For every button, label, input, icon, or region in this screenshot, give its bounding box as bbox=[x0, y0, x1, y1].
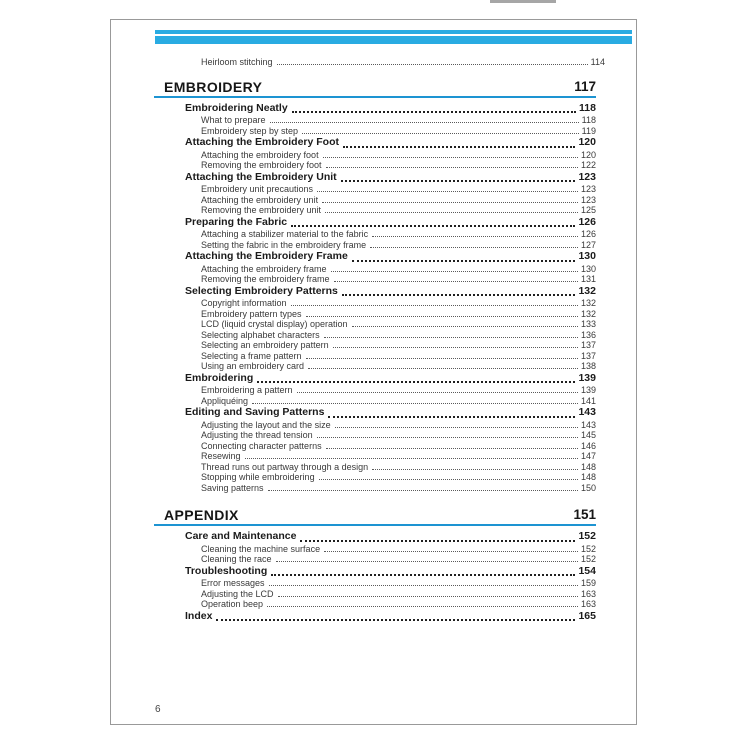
section-entries bbox=[154, 530, 596, 623]
toc-entry-page: 137 bbox=[580, 340, 596, 350]
dot-leader bbox=[216, 619, 575, 621]
toc-entry-page: 132 bbox=[580, 298, 596, 308]
toc-entry-page: 118 bbox=[579, 101, 596, 114]
toc-entry bbox=[154, 462, 596, 473]
toc-entry-page: 152 bbox=[580, 543, 596, 554]
toc-entry bbox=[154, 136, 596, 150]
toc-entry-label: Care and Maintenance bbox=[185, 530, 297, 542]
dot-leader bbox=[270, 122, 579, 123]
toc-entry-page: 152 bbox=[580, 554, 596, 564]
toc-entry-page: 131 bbox=[580, 274, 596, 284]
toc-entry bbox=[154, 250, 596, 264]
toc-entry-page: 119 bbox=[581, 125, 596, 136]
toc-entry-label: Resewing bbox=[201, 451, 241, 461]
dot-leader bbox=[334, 281, 578, 282]
toc-entry-page: 123 bbox=[578, 170, 596, 183]
toc-entry-label: Heirloom stitching bbox=[201, 57, 273, 67]
toc-entry-label: Selecting Embroidery Patterns bbox=[185, 284, 338, 297]
toc-entry-label: Saving patterns bbox=[201, 482, 264, 493]
toc-entry bbox=[154, 372, 596, 386]
dot-leader bbox=[324, 551, 578, 552]
toc-entry-label: Attaching the Embroidery Unit bbox=[185, 170, 337, 183]
toc-entry-page: 165 bbox=[578, 609, 596, 622]
toc-entry-label: Embroidering Neatly bbox=[185, 101, 288, 114]
toc-entry-page: 132 bbox=[580, 308, 596, 319]
toc-entry-page: 163 bbox=[580, 599, 596, 609]
toc-entry bbox=[154, 160, 596, 171]
toc-entry-page: 150 bbox=[580, 482, 596, 493]
toc-entry-label: Attaching the Embroidery Frame bbox=[185, 250, 348, 262]
dot-leader bbox=[331, 271, 578, 272]
dot-leader bbox=[370, 247, 578, 248]
dot-leader bbox=[328, 416, 575, 418]
dot-leader bbox=[372, 469, 578, 470]
dot-leader bbox=[276, 561, 578, 562]
toc-entry bbox=[154, 565, 596, 579]
toc-entry-label: Thread runs out partway through a design bbox=[201, 461, 369, 472]
dot-leader bbox=[352, 326, 578, 327]
toc-entry-label: Error messages bbox=[201, 578, 265, 588]
dot-leader bbox=[306, 358, 578, 359]
toc-entry bbox=[154, 274, 596, 285]
toc-entry-page: 143 bbox=[580, 419, 596, 430]
toc-entry-page: 125 bbox=[580, 205, 596, 215]
toc-entry-page: 136 bbox=[580, 329, 596, 340]
section-page-number: 151 bbox=[573, 507, 596, 522]
toc-entry bbox=[154, 57, 605, 68]
toc-entry-label: Adjusting the LCD bbox=[201, 588, 274, 599]
dot-leader bbox=[257, 381, 575, 383]
toc-entry-label: Attaching the Embroidery Foot bbox=[185, 136, 340, 148]
dot-leader bbox=[324, 337, 578, 338]
toc-entry bbox=[154, 195, 596, 206]
toc-entry bbox=[154, 361, 596, 372]
toc-entry bbox=[154, 229, 596, 240]
toc-entry bbox=[154, 483, 596, 494]
toc-entry bbox=[154, 184, 596, 195]
dot-leader bbox=[319, 479, 578, 480]
toc-entry-page: 126 bbox=[580, 229, 596, 239]
toc-entry-label: Stopping while embroidering bbox=[201, 472, 315, 482]
toc-entry-label: Embroidery step by step bbox=[201, 125, 299, 136]
toc-entry bbox=[154, 610, 596, 624]
toc-entry bbox=[154, 578, 596, 589]
toc-entry-page: 122 bbox=[580, 160, 596, 170]
toc-entry-label: Embroidering a pattern bbox=[201, 385, 293, 395]
dot-leader bbox=[271, 574, 575, 576]
section-heading bbox=[154, 508, 596, 526]
toc-entry-page: 141 bbox=[580, 395, 596, 406]
header-bar-divider bbox=[155, 34, 632, 36]
toc-entry-label: Cleaning the race bbox=[201, 554, 272, 564]
toc-entry bbox=[154, 420, 596, 431]
toc-entry bbox=[154, 530, 596, 544]
toc-entry bbox=[154, 351, 596, 362]
toc-entry-page: 154 bbox=[578, 564, 596, 577]
toc-entry-label: Selecting a frame pattern bbox=[201, 350, 302, 361]
toc-entry bbox=[154, 330, 596, 341]
dot-leader bbox=[333, 347, 578, 348]
dot-leader bbox=[323, 157, 578, 158]
toc-entry-label: Selecting alphabet characters bbox=[201, 329, 320, 340]
toc-entry-page: 163 bbox=[580, 588, 596, 599]
toc-entry-label: Index bbox=[185, 609, 213, 622]
toc-entry-label: Attaching the embroidery foot bbox=[201, 149, 319, 160]
dot-leader bbox=[278, 596, 578, 597]
toc-entry-page: 148 bbox=[580, 472, 596, 482]
section-page-number: 117 bbox=[574, 78, 596, 94]
dot-leader bbox=[291, 305, 578, 306]
toc-entry-page: 133 bbox=[580, 319, 596, 329]
toc-entry-page: 114 bbox=[590, 57, 605, 67]
toc-content bbox=[154, 57, 605, 623]
dot-leader bbox=[308, 368, 578, 369]
toc-entry-label: Copyright information bbox=[201, 298, 287, 308]
toc-section bbox=[154, 80, 596, 494]
toc-entry-page: 123 bbox=[580, 184, 596, 194]
page-number: 6 bbox=[155, 704, 161, 715]
toc-entry-page: 147 bbox=[580, 451, 596, 461]
toc-entry-page: 139 bbox=[580, 385, 596, 395]
dot-leader bbox=[325, 212, 578, 213]
toc-entry-page: 130 bbox=[578, 250, 596, 262]
dot-leader bbox=[292, 111, 576, 113]
toc-entry-page: 137 bbox=[580, 350, 596, 361]
toc-entry-page: 145 bbox=[580, 430, 596, 440]
toc-entry-label: Preparing the Fabric bbox=[185, 215, 288, 228]
toc-entry-page: 123 bbox=[580, 194, 596, 205]
dot-leader bbox=[297, 392, 578, 393]
section-heading bbox=[154, 80, 596, 98]
toc-entry bbox=[154, 115, 596, 126]
toc-entry bbox=[154, 406, 596, 420]
dot-leader bbox=[302, 133, 579, 134]
toc-entry-label: Editing and Saving Patterns bbox=[185, 406, 325, 418]
toc-entry bbox=[154, 319, 596, 330]
toc-entry bbox=[154, 385, 596, 396]
toc-entry bbox=[154, 150, 596, 161]
toc-entry-label: Embroidery unit precautions bbox=[201, 184, 314, 194]
toc-entry-label: Removing the embroidery unit bbox=[201, 205, 322, 215]
dot-leader bbox=[326, 167, 578, 168]
toc-entry-label: Operation beep bbox=[201, 599, 264, 609]
toc-sections bbox=[154, 80, 596, 624]
toc-entry-label: Attaching a stabilizer material to the fabric bbox=[201, 229, 369, 239]
dot-leader bbox=[267, 606, 578, 607]
toc-entry bbox=[154, 430, 596, 441]
dot-leader bbox=[317, 437, 578, 438]
toc-entry-page: 139 bbox=[578, 371, 596, 384]
toc-entry-label: Adjusting the layout and the size bbox=[201, 419, 331, 430]
toc-entry-page: 120 bbox=[580, 149, 596, 160]
toc-entry-label: Embroidery pattern types bbox=[201, 308, 302, 319]
toc-entry-page: 130 bbox=[580, 263, 596, 274]
toc-entry-label: Connecting character patterns bbox=[201, 440, 322, 451]
dot-leader bbox=[335, 427, 578, 428]
toc-entry bbox=[154, 285, 596, 299]
toc-entry-page: 120 bbox=[578, 136, 596, 148]
toc-entry bbox=[154, 396, 596, 407]
section-title: EMBROIDERY bbox=[164, 78, 263, 95]
toc-entry-label: Removing the embroidery frame bbox=[201, 274, 330, 284]
dot-leader bbox=[343, 146, 575, 148]
toc-entry bbox=[154, 441, 596, 452]
toc-entry bbox=[154, 298, 596, 309]
toc-entry-label: Appliquéing bbox=[201, 395, 249, 406]
toc-entry-label: LCD (liquid crystal display) operation bbox=[201, 319, 348, 329]
dot-leader bbox=[277, 64, 588, 65]
toc-entry-page: 146 bbox=[580, 440, 596, 451]
toc-entry-page: 127 bbox=[580, 239, 596, 250]
section-title: APPENDIX bbox=[164, 507, 239, 523]
toc-entry-label: Selecting an embroidery pattern bbox=[201, 340, 329, 350]
dot-leader bbox=[341, 180, 576, 182]
toc-entry-label: Using an embroidery card bbox=[201, 361, 305, 371]
dot-leader bbox=[317, 191, 578, 192]
section-entries bbox=[154, 102, 596, 494]
dot-leader bbox=[326, 448, 578, 449]
dot-leader bbox=[268, 490, 578, 491]
toc-entry-label: Setting the fabric in the embroidery frame bbox=[201, 239, 367, 250]
toc-entry bbox=[154, 240, 596, 251]
toc-entry bbox=[154, 599, 596, 610]
toc-entry bbox=[154, 589, 596, 600]
toc-entry-label: What to prepare bbox=[201, 115, 266, 125]
toc-entry-page: 143 bbox=[578, 406, 596, 418]
toc-entry-page: 152 bbox=[578, 530, 596, 542]
dot-leader bbox=[291, 225, 575, 227]
toc-entry-page: 126 bbox=[578, 215, 596, 228]
toc-entry-label: Troubleshooting bbox=[185, 564, 268, 577]
toc-entry bbox=[154, 309, 596, 320]
toc-entry bbox=[154, 554, 596, 565]
adjacent-page-edge-remnant bbox=[490, 0, 556, 3]
dot-leader bbox=[372, 236, 578, 237]
header-bar bbox=[155, 30, 632, 44]
dot-leader bbox=[306, 316, 578, 317]
toc-entry bbox=[154, 126, 596, 137]
dot-leader bbox=[342, 294, 576, 296]
toc-section bbox=[154, 508, 596, 623]
dot-leader bbox=[245, 458, 578, 459]
dot-leader bbox=[252, 403, 578, 404]
toc-entry bbox=[154, 205, 596, 216]
toc-entry-label: Adjusting the thread tension bbox=[201, 430, 313, 440]
toc-entry-page: 118 bbox=[581, 115, 596, 125]
manual-toc-page bbox=[110, 19, 637, 725]
toc-entry bbox=[154, 340, 596, 351]
dot-leader bbox=[322, 202, 578, 203]
toc-entry bbox=[154, 544, 596, 555]
toc-entry bbox=[154, 451, 596, 462]
toc-entry-page: 159 bbox=[580, 578, 596, 588]
toc-entry-page: 132 bbox=[578, 284, 596, 297]
toc-entry bbox=[154, 264, 596, 275]
toc-entry bbox=[154, 102, 596, 116]
toc-entry-label: Attaching the embroidery frame bbox=[201, 263, 327, 274]
toc-entry-label: Removing the embroidery foot bbox=[201, 160, 322, 170]
toc-entry-label: Cleaning the machine surface bbox=[201, 543, 321, 554]
toc-entry-label: Embroidering bbox=[185, 371, 254, 384]
toc-entry-page: 138 bbox=[580, 361, 596, 371]
dot-leader bbox=[352, 260, 576, 262]
toc-entry bbox=[154, 171, 596, 185]
toc-entry-label: Attaching the embroidery unit bbox=[201, 194, 319, 205]
dot-leader bbox=[300, 540, 575, 542]
toc-entry bbox=[154, 216, 596, 230]
toc-entry-page: 148 bbox=[580, 461, 596, 472]
dot-leader bbox=[269, 585, 578, 586]
toc-entry bbox=[154, 472, 596, 483]
